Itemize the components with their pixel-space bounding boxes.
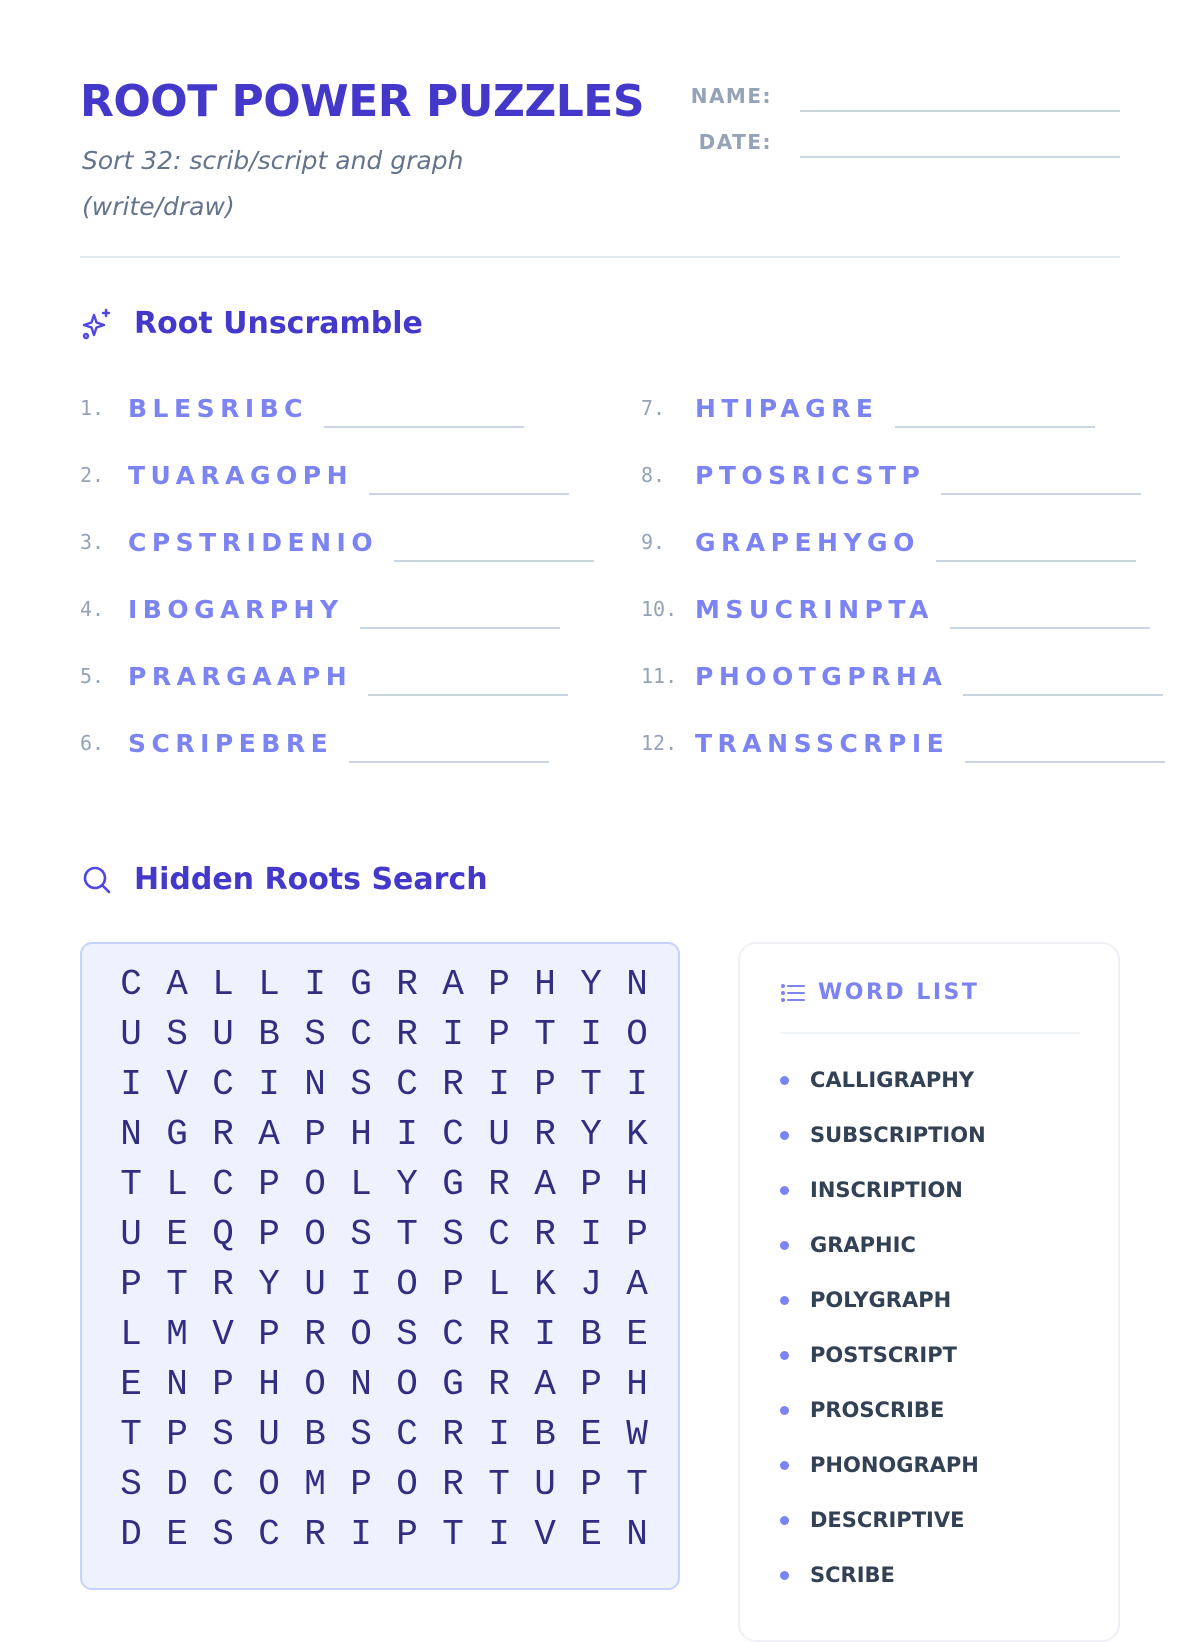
- grid-cell[interactable]: R: [442, 1414, 464, 1455]
- grid-cell[interactable]: P: [166, 1414, 188, 1455]
- bullet-icon: [780, 1186, 789, 1195]
- name-field[interactable]: [800, 110, 1120, 112]
- grid-cell[interactable]: R: [396, 1014, 418, 1055]
- scrambled-word: CPSTRIDENIO: [128, 527, 379, 557]
- grid-cell[interactable]: Q: [212, 1214, 234, 1255]
- grid-cell[interactable]: Y: [396, 1164, 418, 1205]
- scramble-number: 2.: [80, 463, 105, 487]
- header-divider: [80, 256, 1120, 258]
- grid-cell[interactable]: C: [212, 1464, 234, 1505]
- grid-row: [108, 1210, 660, 1260]
- grid-cell[interactable]: E: [166, 1214, 188, 1255]
- grid-cell[interactable]: T: [442, 1514, 464, 1555]
- grid-cell[interactable]: O: [304, 1364, 326, 1405]
- grid-cell[interactable]: P: [258, 1214, 280, 1255]
- grid-cell[interactable]: O: [304, 1214, 326, 1255]
- grid-cell[interactable]: S: [442, 1214, 464, 1255]
- bullet-icon: [780, 1406, 789, 1415]
- grid-cell[interactable]: R: [488, 1364, 510, 1405]
- grid-cell[interactable]: R: [396, 964, 418, 1005]
- grid-cell[interactable]: T: [120, 1414, 142, 1455]
- grid-cell[interactable]: U: [212, 1014, 234, 1055]
- grid-cell[interactable]: I: [488, 1064, 510, 1105]
- grid-cell[interactable]: K: [626, 1114, 648, 1155]
- word-list-word: PHONOGRAPH: [810, 1453, 979, 1477]
- grid-cell[interactable]: S: [166, 1014, 188, 1055]
- grid-cell[interactable]: P: [212, 1364, 234, 1405]
- grid-cell[interactable]: J: [580, 1264, 602, 1305]
- grid-cell[interactable]: B: [304, 1414, 326, 1455]
- word-list-divider: [780, 1032, 1080, 1034]
- answer-line[interactable]: [324, 398, 524, 428]
- grid-cell[interactable]: S: [350, 1214, 372, 1255]
- word-list-word: GRAPHIC: [810, 1233, 916, 1257]
- grid-cell[interactable]: T: [120, 1164, 142, 1205]
- grid-cell[interactable]: P: [350, 1464, 372, 1505]
- grid-cell[interactable]: D: [166, 1464, 188, 1505]
- grid-cell[interactable]: G: [442, 1364, 464, 1405]
- grid-cell[interactable]: I: [580, 1014, 602, 1055]
- scramble-number: 1.: [80, 396, 105, 420]
- scrambled-word: IBOGARPHY: [128, 594, 344, 624]
- scramble-item: [641, 522, 1136, 562]
- grid-cell[interactable]: P: [580, 1164, 602, 1205]
- scrambled-word: BLESRIBC: [128, 393, 309, 423]
- bullet-icon: [780, 1076, 789, 1085]
- word-search-grid: [80, 942, 680, 1590]
- date-field[interactable]: [800, 156, 1120, 158]
- answer-line[interactable]: [941, 465, 1141, 495]
- scramble-item: [641, 455, 1141, 495]
- grid-cell[interactable]: Y: [580, 1114, 602, 1155]
- grid-cell[interactable]: S: [350, 1414, 372, 1455]
- word-list-item: [780, 1453, 979, 1477]
- grid-cell[interactable]: A: [534, 1164, 556, 1205]
- grid-cell[interactable]: H: [626, 1364, 648, 1405]
- page-subtitle: Sort 32: scrib/script and graph (write/draw): [82, 146, 464, 221]
- grid-cell[interactable]: E: [580, 1514, 602, 1555]
- scrambled-word: MSUCRINPTA: [695, 594, 934, 624]
- word-list-item: [780, 1233, 916, 1257]
- answer-line[interactable]: [360, 599, 560, 629]
- grid-cell[interactable]: P: [488, 964, 510, 1005]
- grid-cell[interactable]: H: [626, 1164, 648, 1205]
- bullet-icon: [780, 1296, 789, 1305]
- word-list-word: SCRIBE: [810, 1563, 895, 1587]
- grid-cell[interactable]: P: [534, 1064, 556, 1105]
- page-title: ROOT POWER PUZZLES: [80, 76, 645, 127]
- grid-cell[interactable]: T: [626, 1464, 648, 1505]
- date-label: DATE:: [698, 130, 772, 154]
- scramble-number: 7.: [641, 396, 666, 420]
- scramble-item: [641, 723, 1165, 763]
- grid-cell[interactable]: U: [304, 1264, 326, 1305]
- scramble-number: 8.: [641, 463, 666, 487]
- grid-cell[interactable]: R: [442, 1464, 464, 1505]
- grid-row: [108, 1060, 660, 1110]
- grid-cell[interactable]: G: [350, 964, 372, 1005]
- grid-cell[interactable]: T: [488, 1464, 510, 1505]
- grid-cell[interactable]: O: [396, 1264, 418, 1305]
- list-icon: [780, 982, 806, 1004]
- grid-cell[interactable]: M: [166, 1314, 188, 1355]
- grid-row: [108, 1310, 660, 1360]
- scramble-number: 9.: [641, 530, 666, 554]
- grid-cell[interactable]: I: [488, 1414, 510, 1455]
- grid-cell[interactable]: O: [396, 1464, 418, 1505]
- scramble-item: [80, 589, 560, 629]
- grid-cell[interactable]: S: [350, 1064, 372, 1105]
- grid-cell[interactable]: N: [626, 964, 648, 1005]
- word-list-word: SUBSCRIPTION: [810, 1123, 986, 1147]
- grid-cell[interactable]: O: [626, 1014, 648, 1055]
- grid-cell[interactable]: L: [120, 1314, 142, 1355]
- grid-cell[interactable]: P: [120, 1264, 142, 1305]
- scramble-item: [80, 455, 569, 495]
- grid-cell[interactable]: V: [212, 1314, 234, 1355]
- grid-cell[interactable]: G: [166, 1114, 188, 1155]
- grid-cell[interactable]: A: [442, 964, 464, 1005]
- bullet-icon: [780, 1461, 789, 1470]
- grid-cell[interactable]: R: [304, 1514, 326, 1555]
- grid-row: [108, 1010, 660, 1060]
- word-list-word: POSTSCRIPT: [810, 1343, 957, 1367]
- scramble-number: 5.: [80, 664, 105, 688]
- grid-cell[interactable]: R: [442, 1064, 464, 1105]
- grid-cell[interactable]: U: [534, 1464, 556, 1505]
- grid-cell[interactable]: E: [166, 1514, 188, 1555]
- scrambled-word: TRANSSCRPIE: [695, 728, 950, 758]
- grid-cell[interactable]: A: [166, 964, 188, 1005]
- grid-cell[interactable]: S: [304, 1014, 326, 1055]
- grid-cell[interactable]: L: [212, 964, 234, 1005]
- grid-cell[interactable]: L: [166, 1164, 188, 1205]
- scrambled-word: SCRIPEBRE: [128, 728, 334, 758]
- grid-cell[interactable]: R: [534, 1114, 556, 1155]
- grid-cell[interactable]: K: [534, 1264, 556, 1305]
- grid-cell[interactable]: I: [304, 964, 326, 1005]
- grid-cell[interactable]: P: [258, 1164, 280, 1205]
- answer-line[interactable]: [369, 465, 569, 495]
- word-list-word: DESCRIPTIVE: [810, 1508, 965, 1532]
- grid-cell[interactable]: R: [534, 1214, 556, 1255]
- grid-cell[interactable]: T: [580, 1064, 602, 1105]
- grid-cell[interactable]: N: [304, 1064, 326, 1105]
- grid-cell[interactable]: O: [258, 1464, 280, 1505]
- grid-row: [108, 1110, 660, 1160]
- bullet-icon: [780, 1516, 789, 1525]
- word-list-panel: [738, 942, 1120, 1642]
- grid-cell[interactable]: E: [120, 1364, 142, 1405]
- scrambled-word: TUARAGOPH: [128, 460, 354, 490]
- bullet-icon: [780, 1571, 789, 1580]
- word-list-heading: WORD LIST: [818, 980, 980, 1005]
- word-list-word: PROSCRIBE: [810, 1398, 945, 1422]
- grid-cell[interactable]: U: [120, 1014, 142, 1055]
- grid-cell[interactable]: A: [626, 1264, 648, 1305]
- grid-cell[interactable]: S: [212, 1514, 234, 1555]
- scramble-item: [80, 522, 594, 562]
- grid-cell[interactable]: V: [534, 1514, 556, 1555]
- word-list-header: [780, 980, 979, 1005]
- bullet-icon: [780, 1241, 789, 1250]
- grid-cell[interactable]: I: [442, 1014, 464, 1055]
- grid-cell[interactable]: T: [534, 1014, 556, 1055]
- grid-cell[interactable]: R: [488, 1164, 510, 1205]
- grid-cell[interactable]: R: [488, 1314, 510, 1355]
- grid-cell[interactable]: I: [580, 1214, 602, 1255]
- grid-cell[interactable]: O: [304, 1164, 326, 1205]
- word-list-item: [780, 1563, 895, 1587]
- grid-cell[interactable]: I: [120, 1064, 142, 1105]
- grid-cell[interactable]: V: [166, 1064, 188, 1105]
- grid-cell[interactable]: T: [396, 1214, 418, 1255]
- sparkles-icon: [80, 307, 114, 341]
- grid-cell[interactable]: N: [166, 1364, 188, 1405]
- grid-row: [108, 1160, 660, 1210]
- search-section-header: [80, 862, 488, 897]
- grid-cell[interactable]: N: [626, 1514, 648, 1555]
- grid-cell[interactable]: C: [258, 1514, 280, 1555]
- word-list-item: [780, 1068, 974, 1092]
- word-list-word: POLYGRAPH: [810, 1288, 952, 1312]
- scramble-item: [641, 589, 1150, 629]
- answer-line[interactable]: [936, 532, 1136, 562]
- grid-cell[interactable]: B: [580, 1314, 602, 1355]
- scramble-item: [641, 388, 1095, 428]
- grid-row: [108, 1460, 660, 1510]
- grid-cell[interactable]: P: [442, 1264, 464, 1305]
- grid-cell[interactable]: C: [396, 1064, 418, 1105]
- bullet-icon: [780, 1131, 789, 1140]
- grid-row: [108, 1410, 660, 1460]
- grid-cell[interactable]: R: [212, 1264, 234, 1305]
- grid-cell[interactable]: E: [626, 1314, 648, 1355]
- scrambled-word: PRARGAAPH: [128, 661, 353, 691]
- grid-cell[interactable]: I: [626, 1064, 648, 1105]
- answer-line[interactable]: [895, 398, 1095, 428]
- grid-cell[interactable]: P: [304, 1114, 326, 1155]
- grid-cell[interactable]: U: [258, 1414, 280, 1455]
- answer-line[interactable]: [950, 599, 1150, 629]
- scramble-number: 6.: [80, 731, 105, 755]
- grid-cell[interactable]: H: [258, 1364, 280, 1405]
- word-list-word: CALLIGRAPHY: [810, 1068, 975, 1092]
- grid-cell[interactable]: C: [488, 1214, 510, 1255]
- grid-cell[interactable]: P: [580, 1364, 602, 1405]
- scramble-number: 12.: [641, 731, 678, 755]
- grid-cell[interactable]: P: [258, 1314, 280, 1355]
- grid-cell[interactable]: C: [350, 1014, 372, 1055]
- answer-line[interactable]: [965, 733, 1165, 763]
- grid-cell[interactable]: E: [580, 1414, 602, 1455]
- grid-cell[interactable]: C: [212, 1164, 234, 1205]
- grid-cell[interactable]: C: [396, 1414, 418, 1455]
- grid-cell[interactable]: N: [350, 1364, 372, 1405]
- grid-cell[interactable]: H: [534, 964, 556, 1005]
- scramble-number: 4.: [80, 597, 105, 621]
- grid-cell[interactable]: A: [534, 1364, 556, 1405]
- grid-cell[interactable]: P: [396, 1514, 418, 1555]
- word-list-item: [780, 1288, 951, 1312]
- grid-cell[interactable]: O: [396, 1364, 418, 1405]
- scramble-item: [80, 656, 568, 696]
- grid-cell[interactable]: I: [258, 1064, 280, 1105]
- word-list-item: [780, 1178, 963, 1202]
- grid-cell[interactable]: W: [626, 1414, 648, 1455]
- word-list-item: [780, 1123, 986, 1147]
- grid-cell[interactable]: M: [304, 1464, 326, 1505]
- grid-cell[interactable]: I: [350, 1264, 372, 1305]
- grid-cell[interactable]: O: [350, 1314, 372, 1355]
- grid-cell[interactable]: B: [258, 1014, 280, 1055]
- grid-cell[interactable]: A: [258, 1114, 280, 1155]
- scramble-number: 3.: [80, 530, 105, 554]
- word-list-item: [780, 1508, 964, 1532]
- grid-cell[interactable]: U: [488, 1114, 510, 1155]
- grid-cell[interactable]: I: [488, 1514, 510, 1555]
- grid-row: [108, 1360, 660, 1410]
- scramble-number: 10.: [641, 597, 678, 621]
- grid-cell[interactable]: C: [120, 964, 142, 1005]
- bullet-icon: [780, 1351, 789, 1360]
- word-list-item: [780, 1343, 957, 1367]
- grid-cell[interactable]: R: [212, 1114, 234, 1155]
- scrambled-word: GRAPEHYGO: [695, 527, 920, 557]
- scrambled-word: PHOOTGPRHA: [695, 661, 948, 691]
- grid-cell[interactable]: P: [580, 1464, 602, 1505]
- grid-cell[interactable]: G: [442, 1164, 464, 1205]
- grid-cell[interactable]: I: [396, 1114, 418, 1155]
- word-list-word: INSCRIPTION: [810, 1178, 963, 1202]
- grid-cell[interactable]: S: [212, 1414, 234, 1455]
- answer-line[interactable]: [394, 532, 594, 562]
- grid-cell[interactable]: R: [304, 1314, 326, 1355]
- grid-cell[interactable]: L: [488, 1264, 510, 1305]
- scramble-number: 11.: [641, 664, 678, 688]
- unscramble-section-header: [80, 306, 423, 341]
- grid-cell[interactable]: L: [350, 1164, 372, 1205]
- answer-line[interactable]: [368, 666, 568, 696]
- grid-row: [108, 960, 660, 1010]
- search-icon: [80, 863, 114, 897]
- search-heading: Hidden Roots Search: [134, 862, 488, 897]
- grid-cell[interactable]: C: [212, 1064, 234, 1105]
- grid-cell[interactable]: B: [534, 1414, 556, 1455]
- scrambled-word: HTIPAGRE: [695, 393, 879, 423]
- grid-cell[interactable]: I: [534, 1314, 556, 1355]
- grid-cell[interactable]: I: [350, 1514, 372, 1555]
- grid-cell[interactable]: S: [120, 1464, 142, 1505]
- scrambled-word: PTOSRICSTP: [695, 460, 926, 490]
- unscramble-heading: Root Unscramble: [134, 306, 423, 341]
- scramble-item: [80, 388, 524, 428]
- answer-line[interactable]: [963, 666, 1163, 696]
- grid-cell[interactable]: C: [442, 1114, 464, 1155]
- grid-cell[interactable]: D: [120, 1514, 142, 1555]
- scramble-item: [80, 723, 549, 763]
- grid-cell[interactable]: Y: [580, 964, 602, 1005]
- grid-cell[interactable]: S: [396, 1314, 418, 1355]
- word-list-item: [780, 1398, 944, 1422]
- grid-cell[interactable]: N: [120, 1114, 142, 1155]
- grid-cell[interactable]: L: [258, 964, 280, 1005]
- grid-row: [108, 1510, 660, 1560]
- grid-cell[interactable]: P: [626, 1214, 648, 1255]
- grid-cell[interactable]: T: [166, 1264, 188, 1305]
- grid-cell[interactable]: C: [442, 1314, 464, 1355]
- grid-cell[interactable]: H: [350, 1114, 372, 1155]
- grid-cell[interactable]: U: [120, 1214, 142, 1255]
- answer-line[interactable]: [349, 733, 549, 763]
- name-label: NAME:: [690, 84, 772, 108]
- grid-row: [108, 1260, 660, 1310]
- grid-cell[interactable]: P: [488, 1014, 510, 1055]
- grid-cell[interactable]: Y: [258, 1264, 280, 1305]
- scramble-item: [641, 656, 1163, 696]
